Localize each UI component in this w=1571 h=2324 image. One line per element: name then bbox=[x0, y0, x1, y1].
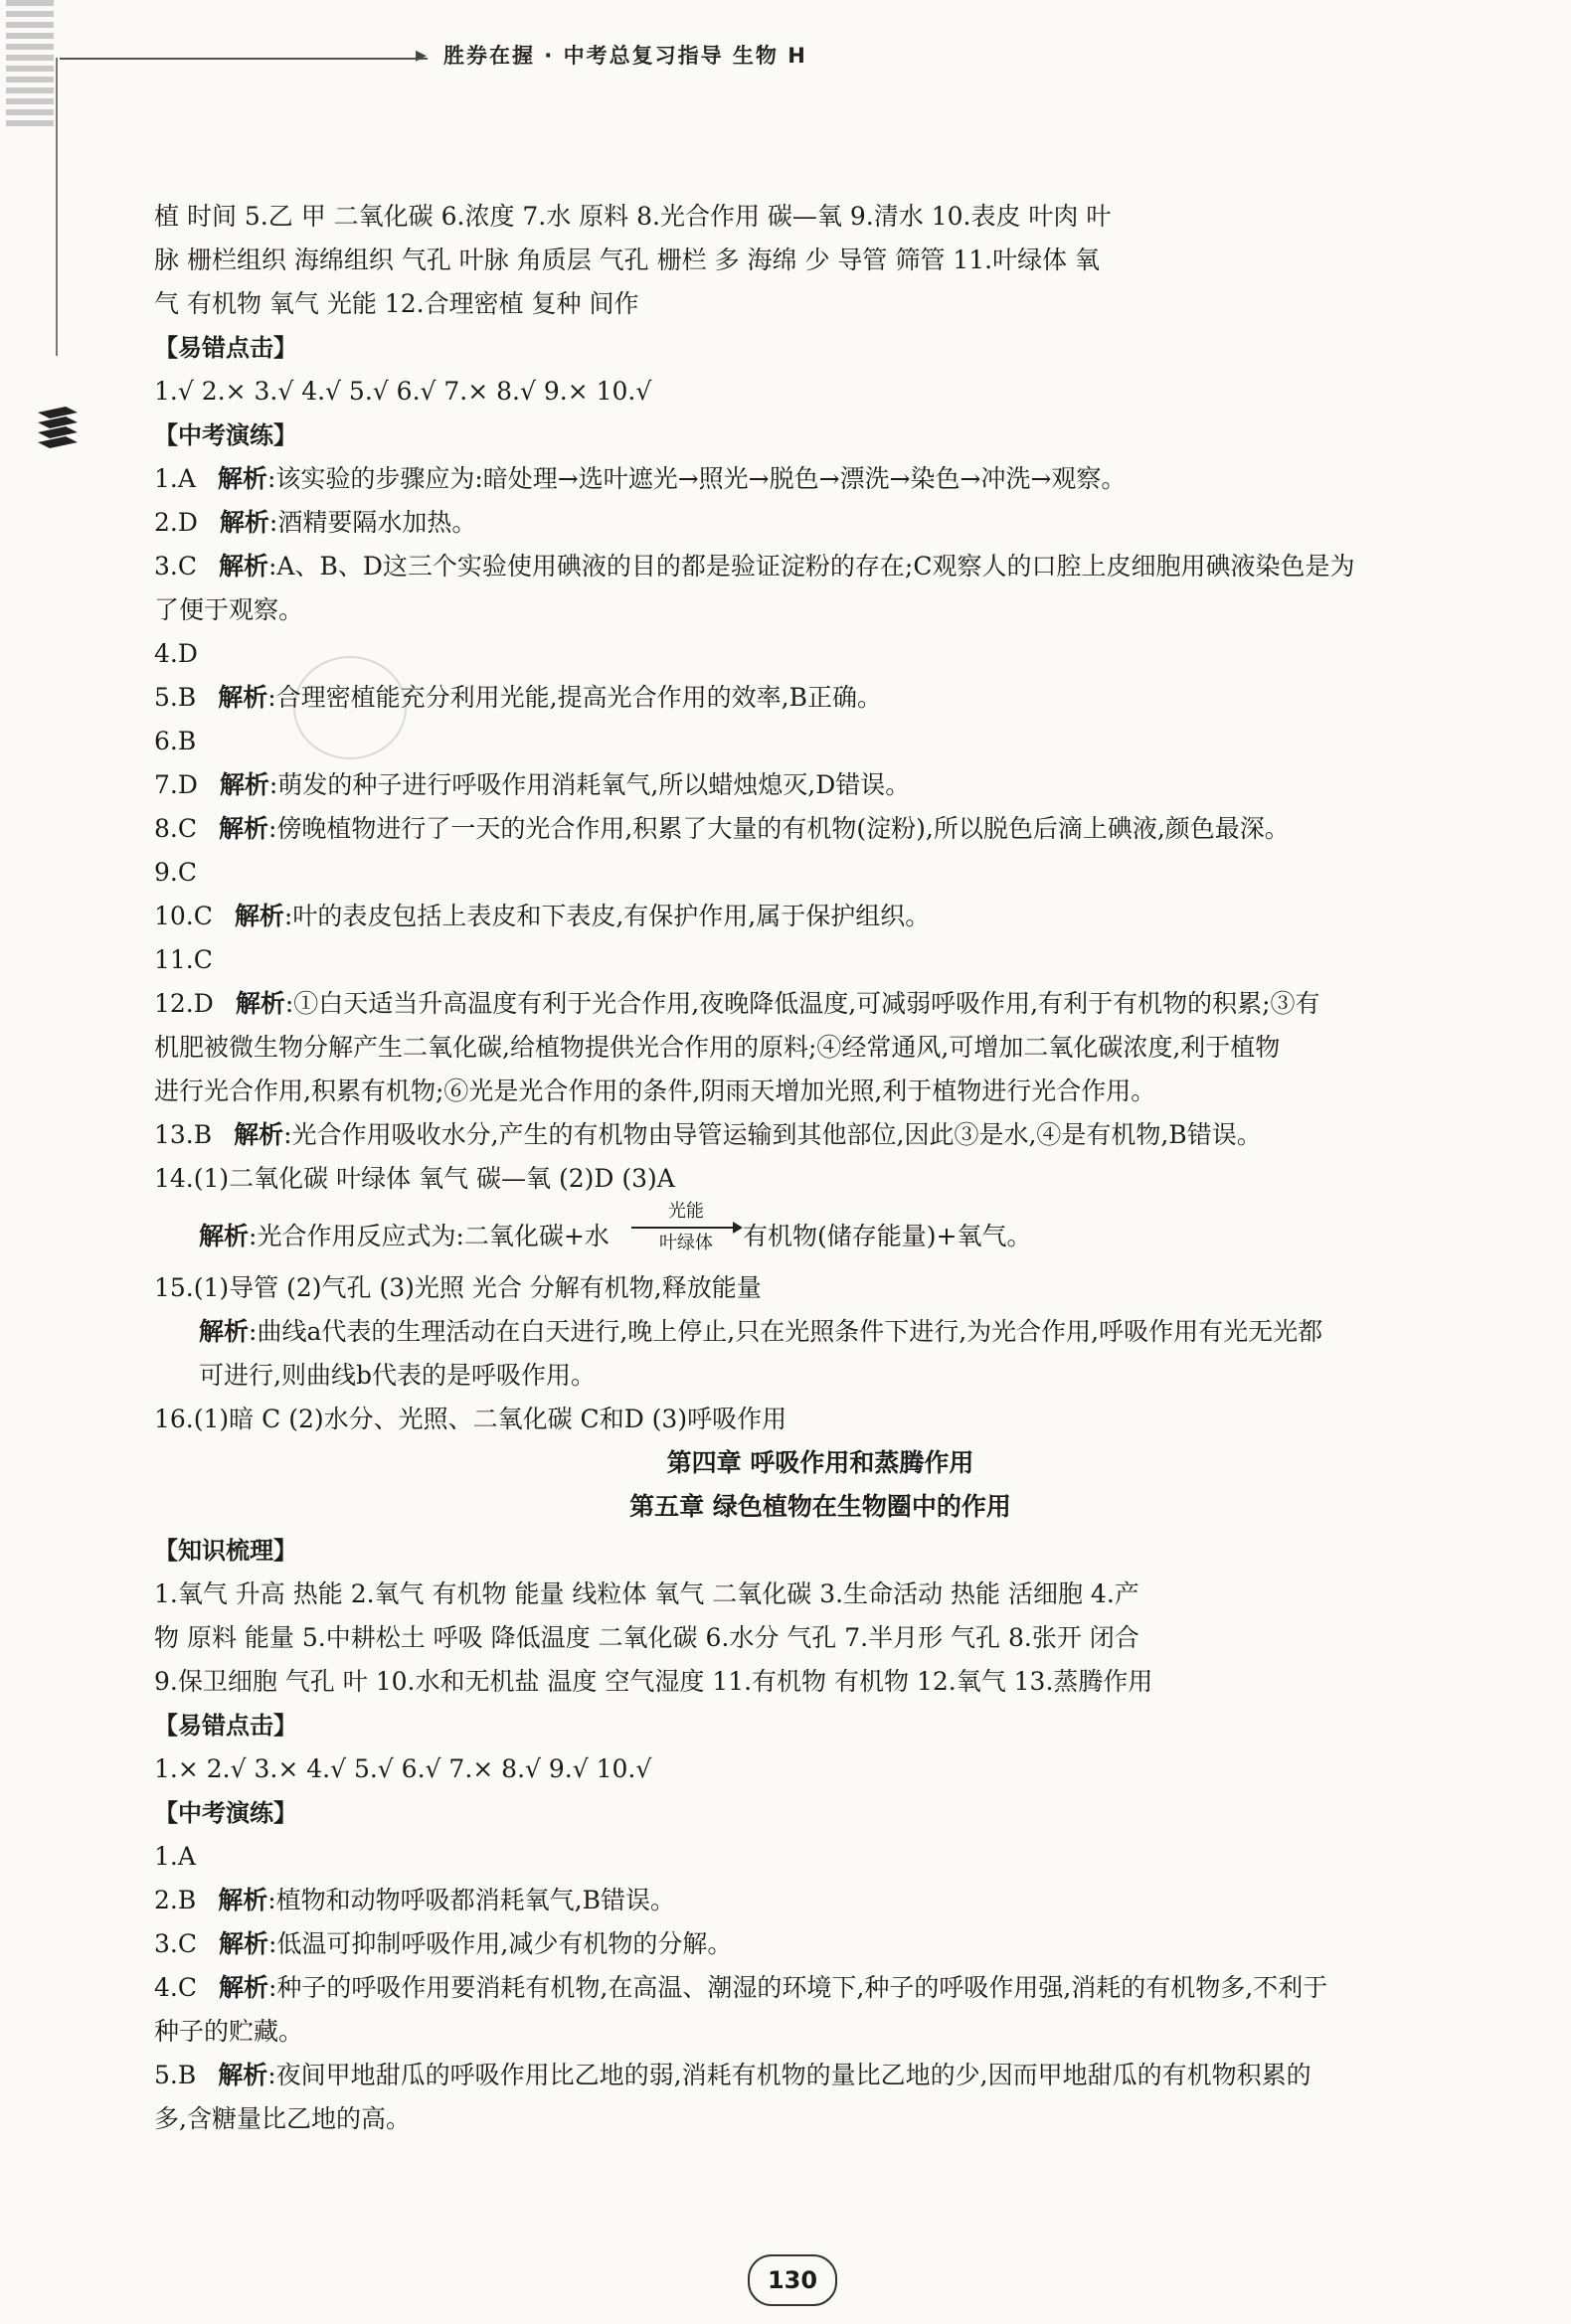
answer-number: 1.A bbox=[154, 464, 196, 493]
answer-number: 2.D bbox=[154, 508, 198, 537]
answer-line bbox=[154, 807, 1486, 851]
header-arrow-icon: ▸ bbox=[416, 43, 428, 68]
answer-line bbox=[154, 851, 1486, 895]
answer-line bbox=[154, 545, 1486, 588]
answer-line bbox=[154, 1879, 1486, 1922]
answer-text: 1.氧气 升高 热能 2.氧气 有机物 能量 线粒体 氧气 二氧化碳 3.生命活动 热能 活细胞 4.产 bbox=[154, 1579, 1139, 1608]
answer-number: 3.C bbox=[154, 552, 197, 581]
answer-line bbox=[154, 2010, 1486, 2054]
answer-line bbox=[154, 982, 1486, 1026]
analysis-label: 解析 bbox=[219, 770, 269, 799]
answer-line bbox=[154, 282, 1486, 326]
analysis-label: 解析 bbox=[234, 902, 284, 930]
answer-number: 13.B bbox=[154, 1120, 213, 1149]
answer-text: :低温可抑制呼吸作用,减少有机物的分解。 bbox=[268, 1929, 733, 1958]
answer-text: (1)导管 (2)气孔 (3)光照 光合 分解有机物,释放能量 bbox=[193, 1273, 762, 1302]
answer-text: :A、B、D这三个实验使用碘液的目的都是验证淀粉的存在;C观察人的口腔上皮细胞用碘液染色是为 bbox=[268, 552, 1355, 581]
section-heading-text: 【中考演练】 bbox=[154, 1799, 297, 1827]
answer-line bbox=[154, 763, 1486, 807]
answer-text: 可进行,则曲线b代表的是呼吸作用。 bbox=[199, 1361, 596, 1390]
answer-line bbox=[154, 1310, 1486, 1354]
answer-number: 9.C bbox=[154, 858, 197, 887]
answer-text: 气 有机物 氧气 光能 12.合理密植 复种 间作 bbox=[154, 289, 639, 318]
answer-line bbox=[154, 1573, 1486, 1616]
answer-text: :该实验的步骤应为:暗处理→选叶遮光→照光→脱色→漂洗→染色→冲洗→观察。 bbox=[266, 464, 1127, 493]
answer-text: :光合作用吸收水分,产生的有机物由导管运输到其他部位,因此③是水,④是有机物,B错误。 bbox=[283, 1120, 1262, 1149]
answer-number: 5.B bbox=[154, 683, 197, 712]
analysis-label: 解析 bbox=[199, 1222, 250, 1250]
margin-stripes bbox=[6, 0, 54, 338]
answer-number: 4.D bbox=[154, 639, 198, 668]
answer-text: :植物和动物呼吸都消耗氧气,B错误。 bbox=[267, 1886, 675, 1914]
answer-number: 1.A bbox=[154, 1842, 196, 1871]
section-heading-text: 【易错点击】 bbox=[154, 1712, 297, 1740]
page-number: 130 bbox=[748, 2254, 837, 2306]
answer-number: 10.C bbox=[154, 902, 213, 930]
analysis-label: 解析 bbox=[199, 1317, 250, 1346]
running-header: 胜券在握 · 中考总复习指导 生物 H bbox=[443, 44, 807, 68]
section-heading-text: 【易错点击】 bbox=[154, 334, 297, 362]
answer-line bbox=[154, 1747, 1486, 1791]
section-heading bbox=[154, 1529, 1486, 1573]
answer-line bbox=[154, 1966, 1486, 2010]
answer-number: 15. bbox=[154, 1273, 194, 1302]
answer-line bbox=[154, 2054, 1486, 2097]
answer-line bbox=[154, 457, 1486, 501]
analysis-label: 解析 bbox=[218, 552, 268, 581]
section-heading bbox=[154, 326, 1486, 370]
answer-line bbox=[154, 1157, 1486, 1201]
answer-text: 9.保卫细胞 气孔 叶 10.水和无机盐 温度 空气湿度 11.有机物 有机物 12.氧气 13.蒸腾作用 bbox=[154, 1667, 1153, 1696]
analysis-label: 解析 bbox=[218, 1886, 268, 1914]
answer-line bbox=[154, 2097, 1486, 2141]
answer-text: 脉 栅栏组织 海绵组织 气孔 叶脉 角质层 气孔 栅栏 多 海绵 少 导管 筛管 11.叶绿体 氧 bbox=[154, 246, 1101, 274]
answer-line bbox=[154, 895, 1486, 938]
answer-line bbox=[154, 239, 1486, 282]
answer-number: 4.C bbox=[154, 1973, 197, 2002]
header-rule bbox=[60, 58, 428, 60]
answer-text: :傍晚植物进行了一天的光合作用,积累了大量的有机物(淀粉),所以脱色后滴上碘液,颜色最深。 bbox=[268, 814, 1290, 843]
answer-line bbox=[154, 938, 1486, 982]
answer-line bbox=[154, 1835, 1486, 1879]
answer-line bbox=[154, 501, 1486, 545]
analysis-label: 解析 bbox=[235, 989, 285, 1018]
analysis-label: 解析 bbox=[218, 1929, 268, 1958]
formula-products: 有机物(储存能量)+氧气。 bbox=[743, 1222, 1032, 1250]
answer-line bbox=[154, 1026, 1486, 1070]
answer-line bbox=[154, 1266, 1486, 1310]
answer-text: 植 时间 5.乙 甲 二氧化碳 6.浓度 7.水 原料 8.光合作用 碳—氧 9.清水 10.表皮 叶肉 叶 bbox=[154, 202, 1112, 231]
analysis-label: 解析 bbox=[218, 2061, 268, 2089]
answer-line bbox=[154, 588, 1486, 632]
formula-prefix: :光合作用反应式为:二氧化碳+水 bbox=[249, 1222, 610, 1250]
answer-number: 14. bbox=[154, 1164, 194, 1193]
answer-text: :合理密植能充分利用光能,提高光合作用的效率,B正确。 bbox=[267, 683, 882, 712]
answer-number: 6.B bbox=[154, 727, 197, 755]
answer-line bbox=[154, 676, 1486, 720]
answer-text: (1)二氧化碳 叶绿体 氧气 碳—氧 (2)D (3)A bbox=[193, 1164, 675, 1193]
section-heading bbox=[154, 1704, 1486, 1747]
section-heading-text: 【中考演练】 bbox=[154, 421, 297, 449]
answer-text: :萌发的种子进行呼吸作用消耗氧气,所以蜡烛熄灭,D错误。 bbox=[268, 770, 911, 799]
analysis-label: 解析 bbox=[218, 814, 268, 843]
reaction-arrow bbox=[631, 1201, 741, 1254]
answer-number: 16. bbox=[154, 1405, 194, 1433]
answer-line bbox=[154, 1070, 1486, 1113]
answer-text: 种子的贮藏。 bbox=[154, 2017, 304, 2046]
answer-line bbox=[154, 632, 1486, 676]
answer-text: 进行光合作用,积累有机物;⑥光是光合作用的条件,阴雨天增加光照,利于植物进行光合作用。 bbox=[154, 1077, 1156, 1105]
answer-text: 多,含糖量比乙地的高。 bbox=[154, 2104, 411, 2133]
answer-line bbox=[154, 1922, 1486, 1966]
margin-line bbox=[56, 58, 58, 356]
answer-text: :曲线a代表的生理活动在白天进行,晚上停止,只在光照条件下进行,为光合作用,呼吸作用有光无光都 bbox=[249, 1317, 1323, 1346]
formula-line bbox=[154, 1201, 1486, 1266]
answer-number: 2.B bbox=[154, 1886, 197, 1914]
answer-number: 7.D bbox=[154, 770, 198, 799]
answer-line bbox=[154, 1354, 1486, 1398]
analysis-label: 解析 bbox=[234, 1120, 284, 1149]
answer-text: 了便于观察。 bbox=[154, 595, 304, 624]
answer-line bbox=[154, 1616, 1486, 1660]
answer-text: :叶的表皮包括上表皮和下表皮,有保护作用,属于保护组织。 bbox=[283, 902, 931, 930]
answer-line bbox=[154, 1113, 1486, 1157]
analysis-label: 解析 bbox=[218, 683, 268, 712]
answer-line bbox=[154, 370, 1486, 414]
answer-number: 5.B bbox=[154, 2061, 197, 2089]
answer-text: :种子的呼吸作用要消耗有机物,在高温、潮湿的环境下,种子的呼吸作用强,消耗的有机物多,不利于 bbox=[268, 1973, 1328, 2002]
answer-number: 8.C bbox=[154, 814, 197, 843]
chapter-title: 第五章 绿色植物在生物圈中的作用 bbox=[629, 1492, 1011, 1521]
analysis-label: 解析 bbox=[219, 508, 269, 537]
book-stack-icon bbox=[36, 403, 80, 450]
section-heading bbox=[154, 1791, 1486, 1835]
answer-text: (1)暗 C (2)水分、光照、二氧化碳 C和D (3)呼吸作用 bbox=[193, 1405, 787, 1433]
answer-text: 1.√ 2.× 3.√ 4.√ 5.√ 6.√ 7.× 8.√ 9.× 10.√ bbox=[154, 377, 652, 406]
answer-text: 机肥被微生物分解产生二氧化碳,给植物提供光合作用的原料;④经常通风,可增加二氧化碳浓度,利于植物 bbox=[154, 1033, 1281, 1062]
arrow-condition-bottom: 叶绿体 bbox=[659, 1233, 713, 1253]
answer-content bbox=[154, 195, 1486, 2141]
analysis-label: 解析 bbox=[218, 1973, 268, 2002]
chapter-title: 第四章 呼吸作用和蒸腾作用 bbox=[666, 1448, 974, 1477]
answer-text: 1.× 2.√ 3.× 4.√ 5.√ 6.√ 7.× 8.√ 9.√ 10.√ bbox=[154, 1754, 652, 1783]
answer-text: :夜间甲地甜瓜的呼吸作用比乙地的弱,消耗有机物的量比乙地的少,因而甲地甜瓜的有机物积累的 bbox=[267, 2061, 1311, 2089]
answer-line bbox=[154, 720, 1486, 763]
answer-text: :①白天适当升高温度有利于光合作用,夜晚降低温度,可减弱呼吸作用,有利于有机物的积累;③有 bbox=[284, 989, 1320, 1018]
section-heading bbox=[154, 414, 1486, 457]
answer-text: 物 原料 能量 5.中耕松土 呼吸 降低温度 二氧化碳 6.水分 气孔 7.半月形 气孔 8.张开 闭合 bbox=[154, 1623, 1139, 1652]
answer-line bbox=[154, 1398, 1486, 1441]
arrow-condition-top: 光能 bbox=[668, 1201, 704, 1222]
analysis-label: 解析 bbox=[217, 464, 267, 493]
answer-line bbox=[154, 195, 1486, 239]
answer-text: :酒精要隔水加热。 bbox=[268, 508, 477, 537]
answer-number: 12.D bbox=[154, 989, 214, 1018]
section-heading-text: 【知识梳理】 bbox=[154, 1537, 297, 1565]
answer-number: 3.C bbox=[154, 1929, 197, 1958]
answer-line bbox=[154, 1660, 1486, 1704]
answer-number: 11.C bbox=[154, 945, 213, 974]
